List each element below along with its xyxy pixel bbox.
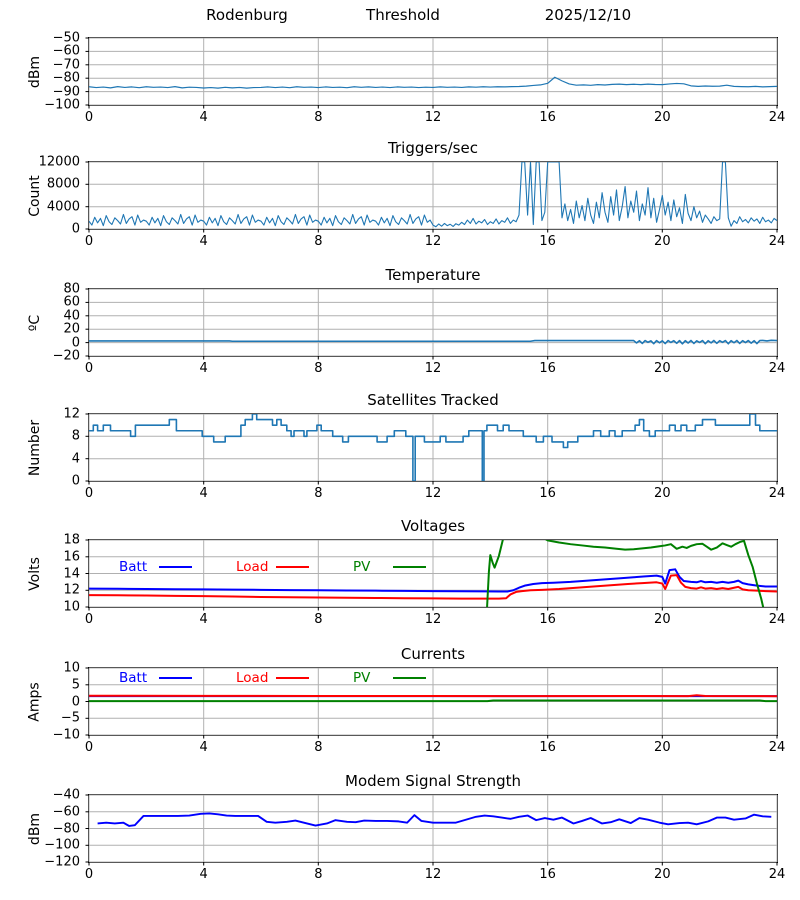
- x-tick-label: 8: [314, 110, 323, 125]
- y-tick-label: −120: [44, 854, 80, 870]
- legend: [89, 670, 426, 686]
- y-tick-label: 8000: [46, 176, 80, 192]
- y-tick-label: 14: [63, 566, 80, 581]
- x-tick-label: 24: [768, 486, 786, 501]
- x-tick-label: 16: [539, 361, 556, 376]
- x-tick-label: 24: [768, 740, 786, 755]
- legend-line-sample: [159, 566, 192, 569]
- x-tick-label: 24: [768, 867, 786, 882]
- triggers-panel: [27, 139, 786, 249]
- x-tick-label: 24: [768, 361, 786, 376]
- y-axis-label-amps: Amps: [27, 681, 43, 722]
- y-tick-label: 12: [63, 582, 80, 598]
- x-tick-label: 8: [314, 612, 323, 627]
- y-tick-label: −90: [52, 84, 80, 100]
- x-tick-label: 12: [424, 110, 442, 125]
- x-tick-label: 16: [539, 867, 556, 882]
- legend-item-batt: [119, 559, 192, 575]
- legend-item-batt: [119, 670, 192, 686]
- y-tick-label: 10: [63, 660, 80, 676]
- y-tick-label: −80: [52, 821, 80, 836]
- y-tick-label: 80: [63, 281, 80, 297]
- threshold-plot: [89, 38, 777, 105]
- y-tick-label: 5: [71, 677, 80, 693]
- legend-label: Batt: [119, 559, 148, 575]
- x-tick-label: 12: [424, 234, 442, 249]
- y-tick-label: −10: [52, 727, 80, 743]
- satellites-panel: [27, 391, 786, 501]
- panel-title-triggers: Triggers/sec: [388, 139, 478, 157]
- y-tick-label: 0: [71, 335, 80, 351]
- legend-item-load: [236, 559, 309, 575]
- panel-title-temperature: Temperature: [385, 266, 481, 284]
- panel-title-currents: Currents: [400, 645, 466, 663]
- x-tick-label: 16: [539, 234, 556, 249]
- legend-line-sample: [276, 566, 309, 569]
- y-axis-label-threshold: dBm: [27, 55, 44, 88]
- legend-label: Batt: [119, 670, 148, 686]
- x-tick-label: 0: [84, 234, 94, 249]
- plot-date: 2025/12/10: [544, 6, 632, 24]
- x-tick-label: 12: [424, 486, 442, 501]
- y-tick-label: −60: [52, 804, 80, 820]
- y-axis-label-celsius: ºC: [27, 314, 43, 331]
- panel-title-voltages: Voltages: [400, 517, 466, 535]
- series-group: [98, 813, 772, 826]
- x-tick-label: 20: [654, 486, 671, 501]
- legend-line-sample: [159, 677, 192, 680]
- x-tick-label: 4: [199, 234, 208, 249]
- y-tick-label: 60: [63, 294, 80, 310]
- x-tick-label: 4: [199, 612, 208, 627]
- legend-line-sample: [393, 677, 426, 680]
- series-Load: [89, 695, 777, 696]
- x-tick-label: 24: [768, 234, 786, 249]
- y-tick-label: −50: [52, 30, 80, 46]
- y-tick-label: 40: [63, 308, 80, 324]
- y-tick-label: −100: [44, 97, 80, 113]
- series-modem_rssi: [98, 813, 772, 826]
- x-tick-label: 4: [199, 486, 208, 501]
- y-tick-label: 8: [71, 428, 80, 444]
- x-tick-label: 12: [424, 612, 442, 627]
- temperature-panel: [27, 266, 786, 376]
- x-tick-label: 4: [199, 867, 208, 882]
- x-tick-label: 20: [654, 234, 671, 249]
- y-tick-label: 16: [63, 549, 80, 565]
- y-tick-label: 0: [71, 221, 80, 237]
- x-tick-label: 0: [84, 740, 94, 755]
- station-name: Rodenburg: [206, 6, 288, 24]
- modem-plot: [89, 795, 777, 862]
- y-axis-label-count: Count: [27, 174, 44, 217]
- y-tick-label: 18: [63, 532, 80, 548]
- x-tick-label: 0: [84, 867, 94, 882]
- y-tick-label: 10: [63, 599, 80, 615]
- y-tick-label: 12000: [38, 154, 80, 170]
- x-tick-label: 8: [314, 740, 323, 755]
- legend-label: Load: [236, 670, 269, 686]
- x-tick-label: 20: [654, 740, 671, 755]
- plot-name: Threshold: [366, 6, 440, 24]
- x-tick-label: 20: [654, 110, 671, 125]
- x-tick-label: 0: [84, 361, 94, 376]
- x-tick-label: 16: [539, 486, 556, 501]
- x-tick-label: 16: [539, 110, 556, 125]
- y-tick-label: −20: [52, 348, 80, 364]
- x-tick-label: 16: [539, 612, 556, 627]
- x-tick-label: 12: [424, 867, 442, 882]
- y-tick-label: −100: [44, 837, 80, 853]
- legend-line-sample: [393, 566, 426, 569]
- voltages-panel: [27, 517, 786, 627]
- y-tick-label: 0: [71, 473, 80, 489]
- legend-item-load: [236, 670, 309, 686]
- modem-panel: [27, 772, 786, 882]
- panel-title-modem: Modem Signal Strength: [345, 772, 521, 790]
- series-PV: [89, 700, 777, 701]
- y-tick-label: −60: [52, 43, 80, 59]
- legend-label: Load: [236, 559, 269, 575]
- x-tick-label: 12: [424, 361, 442, 376]
- y-tick-label: −70: [52, 57, 80, 73]
- triggers-plot: [89, 162, 777, 229]
- y-tick-label: −5: [60, 710, 80, 726]
- legend-label: PV: [353, 670, 371, 686]
- y-tick-label: 4000: [46, 199, 80, 215]
- panel-title-satellites: Satellites Tracked: [367, 391, 499, 409]
- x-tick-label: 20: [654, 361, 671, 376]
- x-tick-label: 4: [199, 740, 208, 755]
- threshold-panel: [27, 30, 786, 125]
- y-tick-label: −40: [52, 787, 80, 803]
- currents-panel: [27, 645, 786, 755]
- legend: [89, 559, 426, 575]
- y-tick-label: 0: [71, 694, 80, 709]
- x-tick-label: 8: [314, 234, 323, 249]
- y-tick-label: 20: [63, 321, 80, 337]
- y-tick-label: 4: [71, 451, 80, 467]
- x-tick-label: 24: [768, 110, 786, 125]
- x-tick-label: 0: [84, 612, 94, 627]
- x-tick-label: 16: [539, 740, 556, 755]
- x-tick-label: 8: [314, 486, 323, 501]
- x-tick-label: 4: [199, 110, 208, 125]
- legend-label: PV: [353, 559, 371, 575]
- y-tick-label: −80: [52, 70, 80, 86]
- x-tick-label: 24: [768, 612, 786, 627]
- x-tick-label: 0: [84, 486, 94, 501]
- y-axis-label-dbm: dBm: [27, 812, 44, 845]
- x-tick-label: 8: [314, 361, 323, 376]
- series-PV: [487, 525, 764, 611]
- y-axis-label-number: Number: [27, 419, 43, 476]
- x-tick-label: 8: [314, 867, 323, 882]
- legend-item-pv: [353, 559, 426, 575]
- legend-item-pv: [353, 670, 426, 686]
- legend-line-sample: [276, 677, 309, 680]
- x-tick-label: 20: [654, 612, 671, 627]
- x-tick-label: 4: [199, 361, 208, 376]
- satellites-plot: [89, 414, 777, 481]
- x-tick-label: 20: [654, 867, 671, 882]
- x-tick-label: 12: [424, 740, 442, 755]
- y-axis-label-volts: Volts: [27, 556, 44, 591]
- y-tick-label: 12: [63, 406, 80, 422]
- x-tick-label: 0: [84, 110, 94, 125]
- temperature-plot: [89, 289, 777, 356]
